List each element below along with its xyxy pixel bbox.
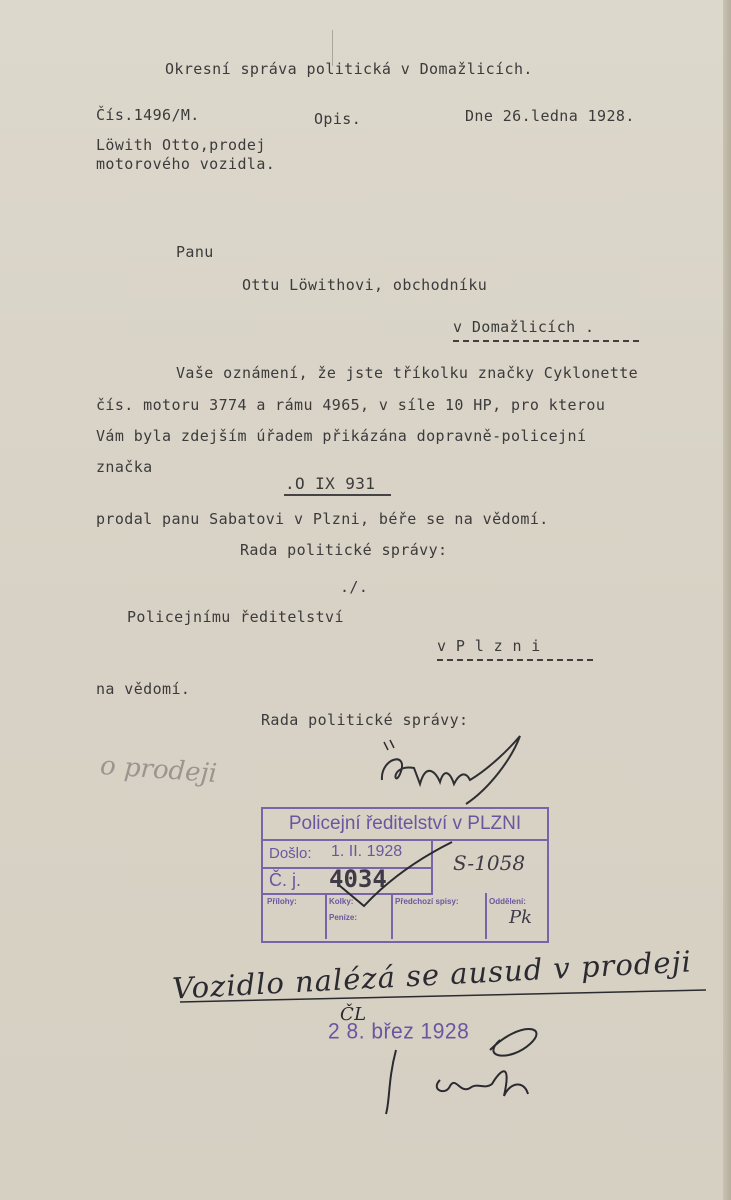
stamp-department-mark: Pk <box>509 907 533 928</box>
copy-recipient: Policejnímu ředitelství <box>127 608 344 626</box>
signoff: Rada politické správy: <box>240 541 448 559</box>
place-underline <box>453 340 639 342</box>
stamp-prior-label: Předchozí spisy: <box>395 897 459 906</box>
body-line-4: značka <box>96 458 153 476</box>
copy-signoff: Rada politické správy: <box>261 711 469 729</box>
body-line-2: čís. motoru 3774 a rámu 4965, v síle 10 HP, pro kterou <box>96 396 606 414</box>
salutation: Panu <box>176 243 214 261</box>
body-line-5: prodal panu Sabatovi v Plzni, béře se na vědomí. <box>96 510 549 528</box>
handwritten-note: Vozidlo nalézá se ausud v prodeji <box>171 944 693 1006</box>
signature-top <box>370 728 530 808</box>
paper-edge <box>723 0 731 1200</box>
signature-bottom <box>380 1010 580 1120</box>
addressee-name: Ottu Löwithovi, obchodníku <box>242 276 488 294</box>
stamp-attachments-label: Přílohy: <box>267 897 297 906</box>
stamp-money-label: Peníze: <box>329 913 358 922</box>
stamp-stamps-label: Kolky: <box>329 897 354 906</box>
copy-note: na vědomí. <box>96 680 191 698</box>
pencil-note: o prodeji <box>99 750 218 790</box>
date-stamp: 2 8. břez 1928 <box>328 1019 470 1044</box>
copy-place: v P l z n i <box>437 637 541 655</box>
check-mark <box>320 838 460 918</box>
document-date: Dne 26.ledna 1928. <box>465 107 635 125</box>
body-line-3: Vám byla zdejším úřadem přikázána dopravně-policejní <box>96 427 587 445</box>
licence-plate: .O IX 931 <box>285 474 376 493</box>
body-line-1: Vaše oznámení, že jste tříkolku značky Cyklonette <box>176 364 639 382</box>
stamp-received-label: Došlo: <box>269 845 312 862</box>
addressee-place: v Domažlicích . <box>453 318 595 336</box>
subject-line-2: motorového vozidla. <box>96 155 276 173</box>
stamp-received-date: 1. II. 1928 <box>331 843 403 860</box>
copy-place-underline <box>437 659 593 661</box>
copy-label: Opis. <box>314 110 362 128</box>
stamp-handwritten-ref: S-1058 <box>453 851 526 875</box>
reference-number: Čís.1496/M. <box>96 106 200 124</box>
subject-line-1: Löwith Otto,prodej <box>96 136 266 154</box>
note-underline <box>176 988 716 1008</box>
separator: ./. <box>340 578 369 596</box>
stamp-cj-label: Č. j. <box>269 870 302 890</box>
plate-underline <box>284 494 391 496</box>
handwritten-initials: ČL <box>340 1004 367 1025</box>
stamp-title: Policejní ředitelství v PLZNI <box>263 809 547 841</box>
stamp-department-label: Oddělení: <box>489 897 526 906</box>
office-heading: Okresní správa politická v Domažlicích. <box>165 60 533 78</box>
stamp-cj-number: 4034 <box>329 865 387 893</box>
